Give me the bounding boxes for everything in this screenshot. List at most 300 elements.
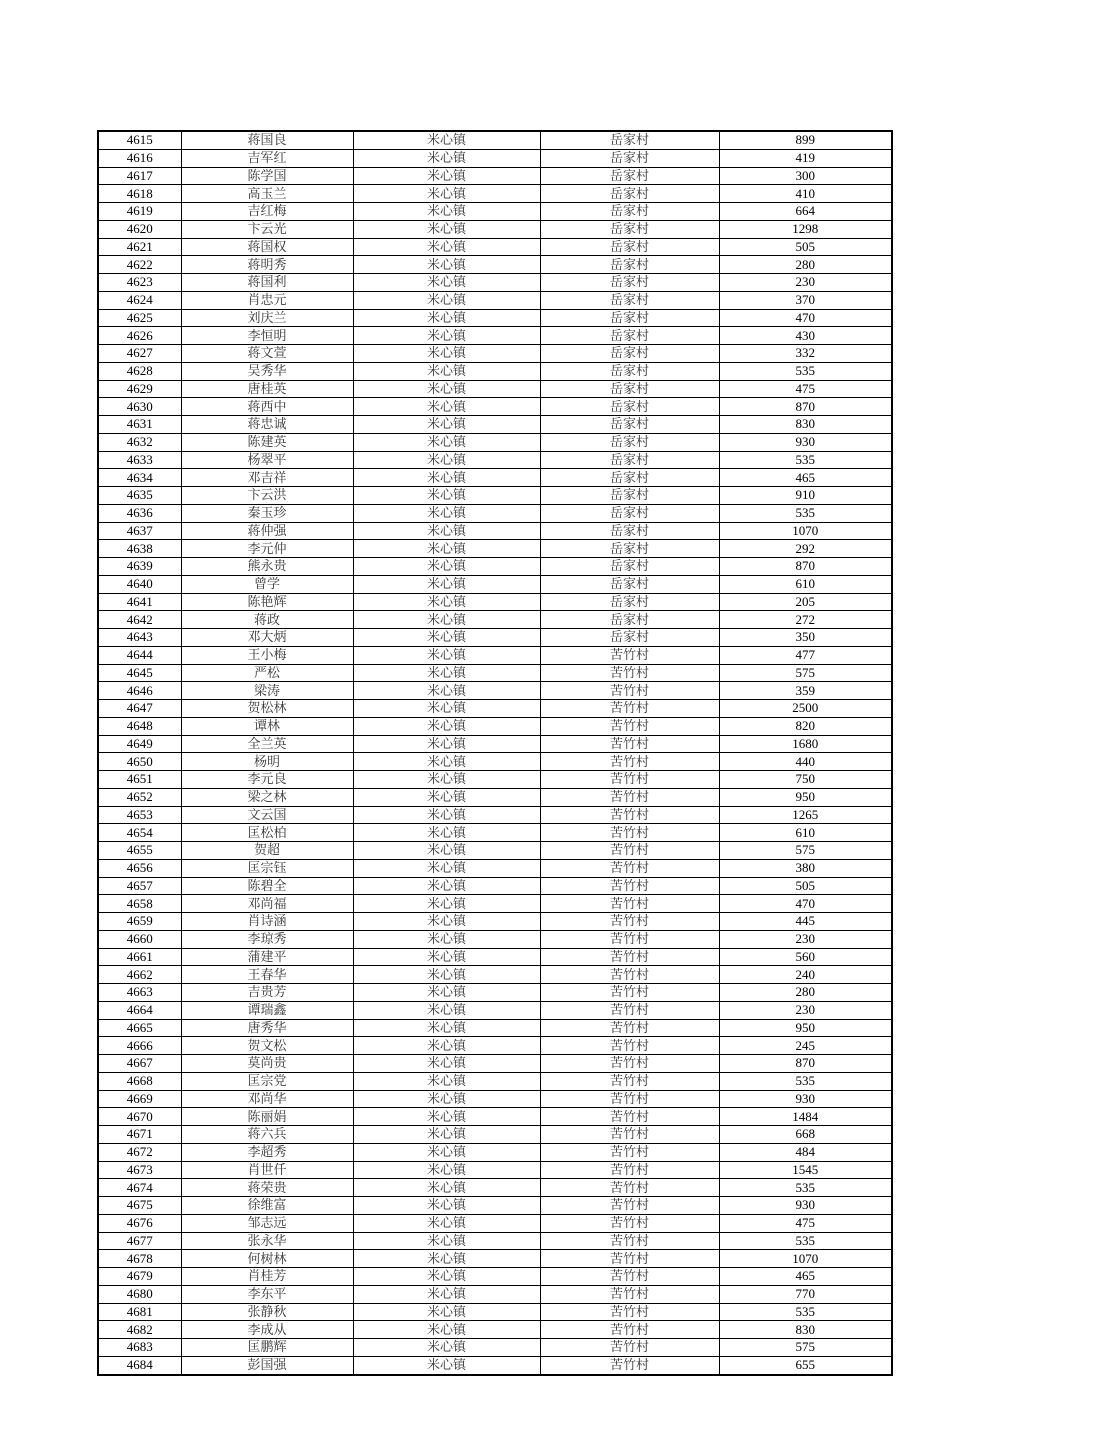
row-number-cell: 4617 <box>98 167 181 185</box>
amount-cell: 1545 <box>719 1161 892 1179</box>
amount-cell: 830 <box>719 1321 892 1339</box>
table-row <box>98 1161 892 1179</box>
table-row <box>98 380 892 398</box>
town-cell: 米心镇 <box>353 504 540 522</box>
village-cell: 苦竹村 <box>540 1179 719 1197</box>
row-number-cell: 4662 <box>98 966 181 984</box>
amount-cell: 280 <box>719 984 892 1002</box>
name-cell: 邓尚福 <box>181 895 353 913</box>
village-cell: 岳家村 <box>540 345 719 363</box>
amount-cell: 2500 <box>719 700 892 718</box>
amount-cell: 950 <box>719 1019 892 1037</box>
amount-cell: 770 <box>719 1285 892 1303</box>
village-cell: 岳家村 <box>540 327 719 345</box>
row-number-cell: 4638 <box>98 540 181 558</box>
village-cell: 岳家村 <box>540 131 719 149</box>
village-cell: 岳家村 <box>540 149 719 167</box>
village-cell: 岳家村 <box>540 238 719 256</box>
amount-cell: 610 <box>719 575 892 593</box>
name-cell: 蒋文萱 <box>181 345 353 363</box>
town-cell: 米心镇 <box>353 1143 540 1161</box>
name-cell: 邓吉祥 <box>181 469 353 487</box>
village-cell: 苦竹村 <box>540 664 719 682</box>
amount-cell: 1070 <box>719 1250 892 1268</box>
amount-cell: 575 <box>719 842 892 860</box>
name-cell: 贺松林 <box>181 700 353 718</box>
village-cell: 岳家村 <box>540 522 719 540</box>
village-cell: 岳家村 <box>540 540 719 558</box>
village-cell: 苦竹村 <box>540 682 719 700</box>
name-cell: 严松 <box>181 664 353 682</box>
town-cell: 米心镇 <box>353 948 540 966</box>
row-number-cell: 4647 <box>98 700 181 718</box>
village-cell: 苦竹村 <box>540 1250 719 1268</box>
village-cell: 苦竹村 <box>540 1143 719 1161</box>
table-row <box>98 1037 892 1055</box>
town-cell: 米心镇 <box>353 291 540 309</box>
name-cell: 王春华 <box>181 966 353 984</box>
table-row <box>98 1072 892 1090</box>
table-row <box>98 167 892 185</box>
amount-cell: 300 <box>719 167 892 185</box>
table-row <box>98 149 892 167</box>
town-cell: 米心镇 <box>353 469 540 487</box>
table-row <box>98 398 892 416</box>
village-cell: 岳家村 <box>540 575 719 593</box>
table-row <box>98 575 892 593</box>
town-cell: 米心镇 <box>353 664 540 682</box>
table-row <box>98 1321 892 1339</box>
amount-cell: 505 <box>719 877 892 895</box>
village-cell: 苦竹村 <box>540 700 719 718</box>
town-cell: 米心镇 <box>353 984 540 1002</box>
amount-cell: 430 <box>719 327 892 345</box>
town-cell: 米心镇 <box>353 593 540 611</box>
amount-cell: 477 <box>719 646 892 664</box>
table-row <box>98 327 892 345</box>
amount-cell: 230 <box>719 1001 892 1019</box>
town-cell: 米心镇 <box>353 1072 540 1090</box>
town-cell: 米心镇 <box>353 575 540 593</box>
town-cell: 米心镇 <box>353 1303 540 1321</box>
name-cell: 蒋政 <box>181 611 353 629</box>
row-number-cell: 4653 <box>98 806 181 824</box>
amount-cell: 470 <box>719 895 892 913</box>
name-cell: 李恒明 <box>181 327 353 345</box>
table-row <box>98 238 892 256</box>
name-cell: 肖忠元 <box>181 291 353 309</box>
village-cell: 岳家村 <box>540 380 719 398</box>
village-cell: 苦竹村 <box>540 1303 719 1321</box>
town-cell: 米心镇 <box>353 1037 540 1055</box>
village-cell: 苦竹村 <box>540 1037 719 1055</box>
table-row <box>98 1214 892 1232</box>
name-cell: 全兰英 <box>181 735 353 753</box>
table-row <box>98 1019 892 1037</box>
town-cell: 米心镇 <box>353 238 540 256</box>
table-row <box>98 1303 892 1321</box>
amount-cell: 560 <box>719 948 892 966</box>
amount-cell: 292 <box>719 540 892 558</box>
name-cell: 李琼秀 <box>181 930 353 948</box>
town-cell: 米心镇 <box>353 256 540 274</box>
amount-cell: 445 <box>719 913 892 931</box>
name-cell: 唐秀华 <box>181 1019 353 1037</box>
village-cell: 岳家村 <box>540 362 719 380</box>
town-cell: 米心镇 <box>353 611 540 629</box>
town-cell: 米心镇 <box>353 540 540 558</box>
name-cell: 贺文松 <box>181 1037 353 1055</box>
name-cell: 蒋仲强 <box>181 522 353 540</box>
name-cell: 吉贵芳 <box>181 984 353 1002</box>
village-cell: 岳家村 <box>540 593 719 611</box>
town-cell: 米心镇 <box>353 842 540 860</box>
amount-cell: 535 <box>719 362 892 380</box>
row-number-cell: 4663 <box>98 984 181 1002</box>
name-cell: 李超秀 <box>181 1143 353 1161</box>
row-number-cell: 4634 <box>98 469 181 487</box>
name-cell: 秦玉珍 <box>181 504 353 522</box>
name-cell: 蒋国利 <box>181 274 353 292</box>
row-number-cell: 4633 <box>98 451 181 469</box>
town-cell: 米心镇 <box>353 558 540 576</box>
row-number-cell: 4636 <box>98 504 181 522</box>
row-number-cell: 4670 <box>98 1108 181 1126</box>
row-number-cell: 4664 <box>98 1001 181 1019</box>
name-cell: 贺超 <box>181 842 353 860</box>
row-number-cell: 4632 <box>98 433 181 451</box>
name-cell: 匡宗钰 <box>181 859 353 877</box>
town-cell: 米心镇 <box>353 167 540 185</box>
village-cell: 苦竹村 <box>540 735 719 753</box>
town-cell: 米心镇 <box>353 735 540 753</box>
table-row <box>98 1268 892 1286</box>
amount-cell: 535 <box>719 1179 892 1197</box>
name-cell: 谭林 <box>181 717 353 735</box>
table-row <box>98 451 892 469</box>
table-row <box>98 771 892 789</box>
row-number-cell: 4671 <box>98 1126 181 1144</box>
table-row <box>98 1197 892 1215</box>
name-cell: 蒋忠诚 <box>181 416 353 434</box>
table-row <box>98 131 892 149</box>
table-row <box>98 1126 892 1144</box>
table-row <box>98 203 892 221</box>
table-row <box>98 664 892 682</box>
village-cell: 苦竹村 <box>540 1019 719 1037</box>
village-cell: 苦竹村 <box>540 1214 719 1232</box>
town-cell: 米心镇 <box>353 771 540 789</box>
village-cell: 苦竹村 <box>540 877 719 895</box>
row-number-cell: 4646 <box>98 682 181 700</box>
town-cell: 米心镇 <box>353 203 540 221</box>
table-row <box>98 824 892 842</box>
table-row <box>98 1001 892 1019</box>
amount-cell: 575 <box>719 664 892 682</box>
town-cell: 米心镇 <box>353 487 540 505</box>
name-cell: 徐维富 <box>181 1197 353 1215</box>
table-row <box>98 291 892 309</box>
row-number-cell: 4667 <box>98 1055 181 1073</box>
row-number-cell: 4668 <box>98 1072 181 1090</box>
table-row <box>98 788 892 806</box>
town-cell: 米心镇 <box>353 1321 540 1339</box>
village-cell: 苦竹村 <box>540 1268 719 1286</box>
town-cell: 米心镇 <box>353 1055 540 1073</box>
name-cell: 蒋西中 <box>181 398 353 416</box>
amount-cell: 350 <box>719 629 892 647</box>
amount-cell: 205 <box>719 593 892 611</box>
amount-cell: 899 <box>719 131 892 149</box>
table-row <box>98 646 892 664</box>
table-row <box>98 966 892 984</box>
name-cell: 卞云光 <box>181 220 353 238</box>
village-cell: 岳家村 <box>540 416 719 434</box>
town-cell: 米心镇 <box>353 1232 540 1250</box>
name-cell: 陈艳辉 <box>181 593 353 611</box>
village-cell: 苦竹村 <box>540 1161 719 1179</box>
name-cell: 杨明 <box>181 753 353 771</box>
table-row <box>98 1108 892 1126</box>
name-cell: 彭国强 <box>181 1356 353 1374</box>
row-number-cell: 4631 <box>98 416 181 434</box>
town-cell: 米心镇 <box>353 824 540 842</box>
row-number-cell: 4615 <box>98 131 181 149</box>
name-cell: 匡宗党 <box>181 1072 353 1090</box>
town-cell: 米心镇 <box>353 930 540 948</box>
name-cell: 吴秀华 <box>181 362 353 380</box>
row-number-cell: 4651 <box>98 771 181 789</box>
name-cell: 李成从 <box>181 1321 353 1339</box>
row-number-cell: 4684 <box>98 1356 181 1374</box>
town-cell: 米心镇 <box>353 380 540 398</box>
row-number-cell: 4616 <box>98 149 181 167</box>
row-number-cell: 4625 <box>98 309 181 327</box>
amount-cell: 470 <box>719 309 892 327</box>
amount-cell: 870 <box>719 1055 892 1073</box>
amount-cell: 668 <box>719 1126 892 1144</box>
row-number-cell: 4666 <box>98 1037 181 1055</box>
town-cell: 米心镇 <box>353 1356 540 1374</box>
village-cell: 苦竹村 <box>540 1321 719 1339</box>
table-row <box>98 1143 892 1161</box>
amount-cell: 359 <box>719 682 892 700</box>
town-cell: 米心镇 <box>353 1090 540 1108</box>
row-number-cell: 4656 <box>98 859 181 877</box>
table-row <box>98 984 892 1002</box>
amount-cell: 465 <box>719 1268 892 1286</box>
village-cell: 苦竹村 <box>540 824 719 842</box>
village-cell: 岳家村 <box>540 220 719 238</box>
village-cell: 苦竹村 <box>540 842 719 860</box>
amount-cell: 1298 <box>719 220 892 238</box>
amount-cell: 830 <box>719 416 892 434</box>
row-number-cell: 4650 <box>98 753 181 771</box>
row-number-cell: 4620 <box>98 220 181 238</box>
row-number-cell: 4660 <box>98 930 181 948</box>
table-body <box>98 131 892 1375</box>
village-cell: 苦竹村 <box>540 984 719 1002</box>
row-number-cell: 4644 <box>98 646 181 664</box>
row-number-cell: 4669 <box>98 1090 181 1108</box>
amount-cell: 535 <box>719 451 892 469</box>
amount-cell: 930 <box>719 1197 892 1215</box>
amount-cell: 505 <box>719 238 892 256</box>
town-cell: 米心镇 <box>353 1001 540 1019</box>
name-cell: 何树林 <box>181 1250 353 1268</box>
table-row <box>98 806 892 824</box>
table-row <box>98 1232 892 1250</box>
name-cell: 杨翠平 <box>181 451 353 469</box>
village-cell: 苦竹村 <box>540 930 719 948</box>
name-cell: 蒋明秀 <box>181 256 353 274</box>
row-number-cell: 4639 <box>98 558 181 576</box>
amount-cell: 475 <box>719 380 892 398</box>
town-cell: 米心镇 <box>353 433 540 451</box>
village-cell: 苦竹村 <box>540 895 719 913</box>
town-cell: 米心镇 <box>353 345 540 363</box>
town-cell: 米心镇 <box>353 753 540 771</box>
row-number-cell: 4641 <box>98 593 181 611</box>
table-row <box>98 309 892 327</box>
table-row <box>98 629 892 647</box>
amount-cell: 280 <box>719 256 892 274</box>
amount-cell: 240 <box>719 966 892 984</box>
table-row <box>98 274 892 292</box>
town-cell: 米心镇 <box>353 1179 540 1197</box>
amount-cell: 535 <box>719 1072 892 1090</box>
village-cell: 岳家村 <box>540 203 719 221</box>
village-cell: 苦竹村 <box>540 1108 719 1126</box>
table-row <box>98 522 892 540</box>
village-cell: 苦竹村 <box>540 913 719 931</box>
town-cell: 米心镇 <box>353 220 540 238</box>
amount-cell: 475 <box>719 1214 892 1232</box>
table-row <box>98 220 892 238</box>
amount-cell: 870 <box>719 398 892 416</box>
table-row <box>98 345 892 363</box>
village-cell: 苦竹村 <box>540 1197 719 1215</box>
village-cell: 岳家村 <box>540 291 719 309</box>
table-row <box>98 877 892 895</box>
village-cell: 苦竹村 <box>540 1232 719 1250</box>
row-number-cell: 4642 <box>98 611 181 629</box>
table-row <box>98 1250 892 1268</box>
name-cell: 肖诗涵 <box>181 913 353 931</box>
amount-cell: 410 <box>719 185 892 203</box>
name-cell: 梁之林 <box>181 788 353 806</box>
town-cell: 米心镇 <box>353 1250 540 1268</box>
amount-cell: 272 <box>719 611 892 629</box>
town-cell: 米心镇 <box>353 1161 540 1179</box>
town-cell: 米心镇 <box>353 788 540 806</box>
village-cell: 岳家村 <box>540 451 719 469</box>
row-number-cell: 4622 <box>98 256 181 274</box>
town-cell: 米心镇 <box>353 1339 540 1357</box>
name-cell: 陈碧全 <box>181 877 353 895</box>
table-row <box>98 930 892 948</box>
table-row <box>98 362 892 380</box>
table-row <box>98 753 892 771</box>
town-cell: 米心镇 <box>353 327 540 345</box>
amount-cell: 910 <box>719 487 892 505</box>
amount-cell: 1680 <box>719 735 892 753</box>
amount-cell: 930 <box>719 1090 892 1108</box>
name-cell: 吉红梅 <box>181 203 353 221</box>
village-cell: 岳家村 <box>540 398 719 416</box>
name-cell: 卞云洪 <box>181 487 353 505</box>
town-cell: 米心镇 <box>353 877 540 895</box>
row-number-cell: 4621 <box>98 238 181 256</box>
table-row <box>98 842 892 860</box>
amount-cell: 1265 <box>719 806 892 824</box>
amount-cell: 535 <box>719 1232 892 1250</box>
row-number-cell: 4637 <box>98 522 181 540</box>
table-row <box>98 256 892 274</box>
name-cell: 唐桂英 <box>181 380 353 398</box>
table-row <box>98 1090 892 1108</box>
name-cell: 邓大炳 <box>181 629 353 647</box>
table-row <box>98 540 892 558</box>
name-cell: 梁涛 <box>181 682 353 700</box>
name-cell: 蒋六兵 <box>181 1126 353 1144</box>
village-cell: 岳家村 <box>540 558 719 576</box>
name-cell: 曾学 <box>181 575 353 593</box>
amount-cell: 535 <box>719 1303 892 1321</box>
village-cell: 苦竹村 <box>540 1339 719 1357</box>
village-cell: 岳家村 <box>540 309 719 327</box>
name-cell: 吉军红 <box>181 149 353 167</box>
table-row <box>98 433 892 451</box>
row-number-cell: 4627 <box>98 345 181 363</box>
town-cell: 米心镇 <box>353 309 540 327</box>
village-cell: 岳家村 <box>540 167 719 185</box>
amount-cell: 440 <box>719 753 892 771</box>
name-cell: 李元仲 <box>181 540 353 558</box>
row-number-cell: 4649 <box>98 735 181 753</box>
row-number-cell: 4655 <box>98 842 181 860</box>
town-cell: 米心镇 <box>353 398 540 416</box>
name-cell: 蒋国良 <box>181 131 353 149</box>
village-cell: 苦竹村 <box>540 1072 719 1090</box>
amount-cell: 245 <box>719 1037 892 1055</box>
row-number-cell: 4654 <box>98 824 181 842</box>
town-cell: 米心镇 <box>353 646 540 664</box>
town-cell: 米心镇 <box>353 629 540 647</box>
row-number-cell: 4676 <box>98 1214 181 1232</box>
table-row <box>98 1356 892 1374</box>
amount-cell: 870 <box>719 558 892 576</box>
table-row <box>98 416 892 434</box>
table-row <box>98 682 892 700</box>
name-cell: 蒋荣贵 <box>181 1179 353 1197</box>
village-cell: 苦竹村 <box>540 806 719 824</box>
town-cell: 米心镇 <box>353 1214 540 1232</box>
row-number-cell: 4680 <box>98 1285 181 1303</box>
village-cell: 岳家村 <box>540 185 719 203</box>
row-number-cell: 4652 <box>98 788 181 806</box>
village-cell: 岳家村 <box>540 629 719 647</box>
village-cell: 苦竹村 <box>540 1126 719 1144</box>
name-cell: 王小梅 <box>181 646 353 664</box>
table-row <box>98 185 892 203</box>
table-row <box>98 611 892 629</box>
amount-cell: 1070 <box>719 522 892 540</box>
village-cell: 苦竹村 <box>540 859 719 877</box>
table-row <box>98 1285 892 1303</box>
row-number-cell: 4618 <box>98 185 181 203</box>
row-number-cell: 4678 <box>98 1250 181 1268</box>
